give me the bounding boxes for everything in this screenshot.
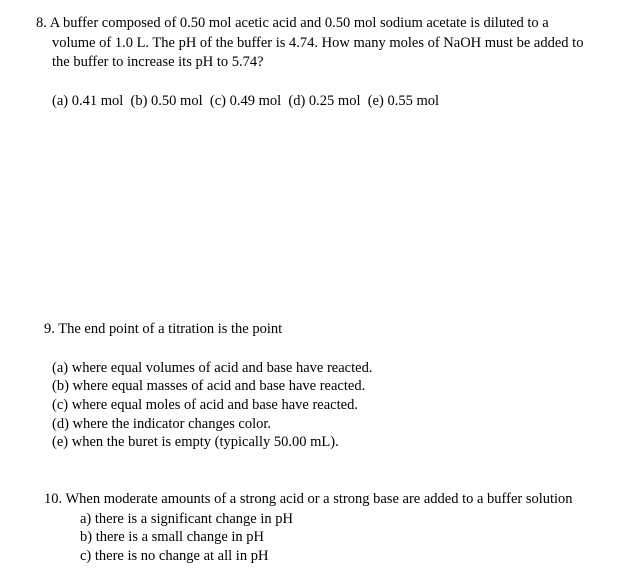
q9-stem: 9. The end point of a titration is the point (44, 321, 283, 337)
q10-choice-b: b) there is a small change in pH (80, 529, 265, 545)
q8-stem-line-3: the buffer to increase its pH to 5.74? (52, 54, 264, 70)
q9-choice-e: (e) when the buret is empty (typically 50.00 mL). (52, 434, 339, 450)
q10-choice-c: c) there is no change at all in pH (80, 548, 269, 564)
q9-choice-a: (a) where equal volumes of acid and base have reacted. (52, 360, 373, 376)
q8-stem-line-1: 8. A buffer composed of 0.50 mol acetic acid and 0.50 mol sodium acetate is diluted to a (36, 15, 549, 31)
q8-choices: (a) 0.41 mol (b) 0.50 mol (c) 0.49 mol (d) 0.25 mol (e) 0.55 mol (52, 93, 440, 109)
q10-choice-a: a) there is a significant change in pH (80, 511, 293, 527)
q9-choice-d: (d) where the indicator changes color. (52, 416, 272, 432)
q9-choice-c: (c) where equal moles of acid and base have reacted. (52, 397, 358, 413)
q9-choice-b: (b) where equal masses of acid and base have reacted. (52, 378, 366, 394)
q8-stem-line-2: volume of 1.0 L. The pH of the buffer is 4.74. How many moles of NaOH must be added to (52, 35, 584, 51)
q10-stem: 10. When moderate amounts of a strong acid or a strong base are added to a buffer solution (44, 491, 573, 507)
